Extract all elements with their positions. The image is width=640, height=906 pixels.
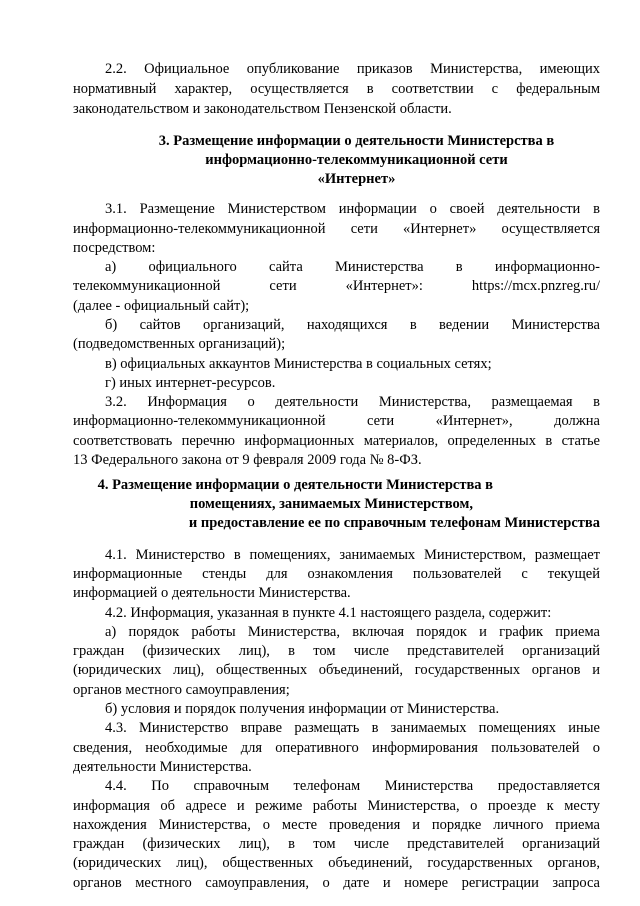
text-line: 13 Федерального закона от 9 февраля 2009 года № 8-ФЗ. [73, 452, 422, 468]
text-line: нормативный характер, осуществляется в соответствии с федеральным [73, 81, 600, 97]
text-line: граждан (физических лиц), в том числе представителей организаций [73, 643, 600, 659]
text-line: б) сайтов организаций, находящихся в ведении Министерства [105, 317, 600, 333]
text-line: телекоммуникационной сети «Интернет»: https://mcx.pnzreg.ru/ [73, 278, 600, 294]
text-line: 4.3. Министерство вправе размещать в занимаемых помещениях иные [105, 720, 600, 736]
text-line: 3.2. Информация о деятельности Министерства, размещаемая в [105, 394, 600, 410]
text-line: (юридических лиц), общественных объединений, государственных органов и [73, 662, 600, 678]
text-line: (далее - официальный сайт); [73, 298, 250, 314]
text-line: информационно-телекоммуникационной сети «Интернет» осуществляется [73, 221, 600, 237]
text-line: органов местного самоуправления, о дате и номере регистрации запроса [73, 875, 600, 891]
section-heading: информационно-телекоммуникационной сети [205, 152, 508, 168]
text-line: граждан (физических лиц), в том числе представителей организаций [73, 836, 600, 852]
text-line: б) условия и порядок получения информации от Министерства. [105, 701, 500, 717]
section-heading: и предоставление ее по справочным телефонам Министерства [188, 515, 600, 531]
text-line: информационные стенды для ознакомления пользователей с текущей [73, 566, 600, 582]
text-line: сведения, необходимые для оперативного информирования пользователей о [73, 740, 600, 756]
text-line: в) официальных аккаунтов Министерства в социальных сетях; [105, 356, 492, 372]
text-line: 4.4. По справочным телефонам Министерства предоставляется [105, 778, 600, 794]
text-line: 2.2. Официальное опубликование приказов Министерства, имеющих [105, 61, 600, 77]
text-line: нахождения Министерства, о месте проведения и порядке личного приема [73, 817, 600, 833]
text-line: 3.1. Размещение Министерством информации о своей деятельности в [105, 201, 600, 217]
text-line: информацией о деятельности Министерства. [73, 585, 351, 601]
text-line: (юридических лиц), общественных объединений, государственных органов, [73, 855, 600, 871]
text-line: 4.2. Информация, указанная в пункте 4.1 настоящего раздела, содержит: [105, 605, 552, 621]
section-heading: помещениях, занимаемых Министерством, [189, 496, 473, 512]
text-line: законодательством и законодательством Пензенской области. [73, 101, 452, 117]
section-heading: 4. Размещение информации о деятельности Министерства в [97, 477, 493, 493]
text-line: г) иных интернет-ресурсов. [105, 375, 276, 391]
section-heading: «Интернет» [317, 171, 396, 187]
text-line: информационно-телекоммуникационной сети «Интернет», должна [73, 413, 600, 429]
text-line: деятельности Министерства. [73, 759, 252, 775]
text-line: (подведомственных организаций); [73, 336, 286, 352]
text-line: а) порядок работы Министерства, включая порядок и график приема [105, 624, 600, 640]
text-line: 4.1. Министерство в помещениях, занимаемых Министерством, размещает [105, 547, 600, 563]
text-line: посредством: [73, 240, 156, 256]
text-line: соответствовать перечню информационных материалов, определенных в статье [73, 433, 600, 449]
text-line: информация об адресе и режиме работы Министерства, о проезде к месту [73, 798, 600, 814]
text-line: органов местного самоуправления; [73, 682, 290, 698]
section-heading: 3. Размещение информации о деятельности Министерства в [158, 133, 555, 149]
text-line: а) официального сайта Министерства в информационно- [105, 259, 600, 275]
